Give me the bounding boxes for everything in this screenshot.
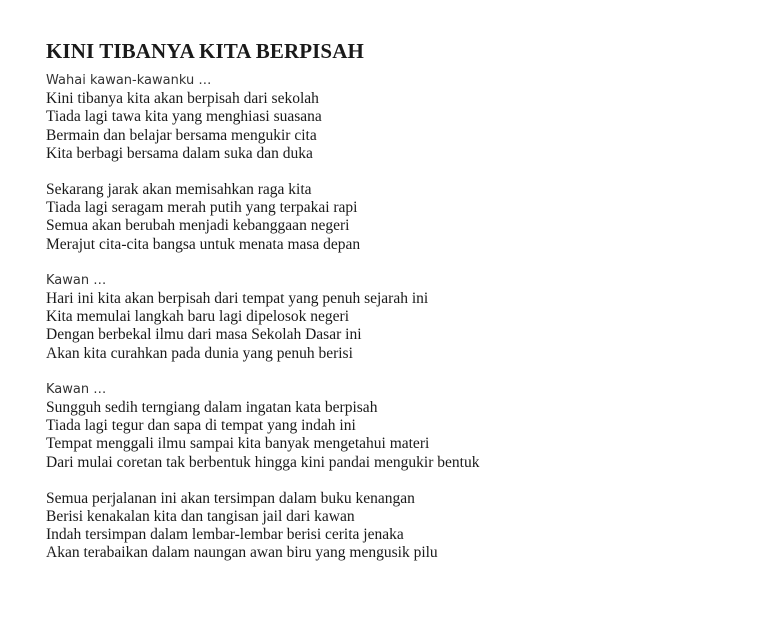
poem-line: Semua perjalanan ini akan tersimpan dalam buku kenangan — [46, 489, 415, 507]
stanza-4 — [46, 381, 746, 472]
poem-line: Bermain dan belajar bersama mengukir cita — [46, 126, 317, 144]
poem-line: Kawan … — [46, 272, 107, 288]
stanza-2 — [46, 181, 746, 254]
poem-line: Kita memulai langkah baru lagi dipelosok negeri — [46, 308, 350, 326]
stanza-5 — [46, 490, 746, 563]
poem-line: Kini tibanya kita akan berpisah dari sekolah — [46, 90, 319, 108]
poem-line: Kawan … — [46, 381, 107, 397]
poem-line: Semua akan berubah menjadi kebanggaan negeri — [46, 217, 350, 235]
poem-line: Tempat menggali ilmu sampai kita banyak mengetahui materi — [46, 435, 430, 453]
poem-line: Indah tersimpan dalam lembar-lembar berisi cerita jenaka — [46, 526, 404, 544]
poem-line: Wahai kawan-kawanku … — [46, 73, 212, 88]
poem-line: Tiada lagi tawa kita yang menghiasi suasana — [46, 108, 322, 126]
poem-line: Dari mulai coretan tak berbentuk hingga kini pandai mengukir bentuk — [46, 453, 480, 471]
stanza-3 — [46, 272, 746, 363]
poem-line: Sekarang jarak akan memisahkan raga kita — [46, 181, 312, 199]
poem-line: Dengan berbekal ilmu dari masa Sekolah Dasar ini — [46, 326, 362, 344]
poem-line: Akan terabaikan dalam naungan awan biru yang mengusik pilu — [46, 544, 438, 562]
document-page — [46, 38, 746, 581]
poem-line: Akan kita curahkan pada dunia yang penuh berisi — [46, 344, 353, 362]
poem-line: Berisi kenakalan kita dan tangisan jail dari kawan — [46, 508, 355, 526]
stanza-1 — [46, 72, 746, 163]
poem-title: KINI TIBANYA KITA BERPISAH — [46, 39, 364, 63]
poem-line: Kita berbagi bersama dalam suka dan duka — [46, 144, 313, 162]
poem-line: Merajut cita-cita bangsa untuk menata masa depan — [46, 235, 361, 253]
poem-line: Hari ini kita akan berpisah dari tempat yang penuh sejarah ini — [46, 290, 429, 308]
poem-line: Tiada lagi tegur dan sapa di tempat yang indah ini — [46, 417, 356, 435]
poem-line: Tiada lagi seragam merah putih yang terpakai rapi — [46, 199, 358, 217]
poem-line: Sungguh sedih terngiang dalam ingatan kata berpisah — [46, 399, 378, 417]
